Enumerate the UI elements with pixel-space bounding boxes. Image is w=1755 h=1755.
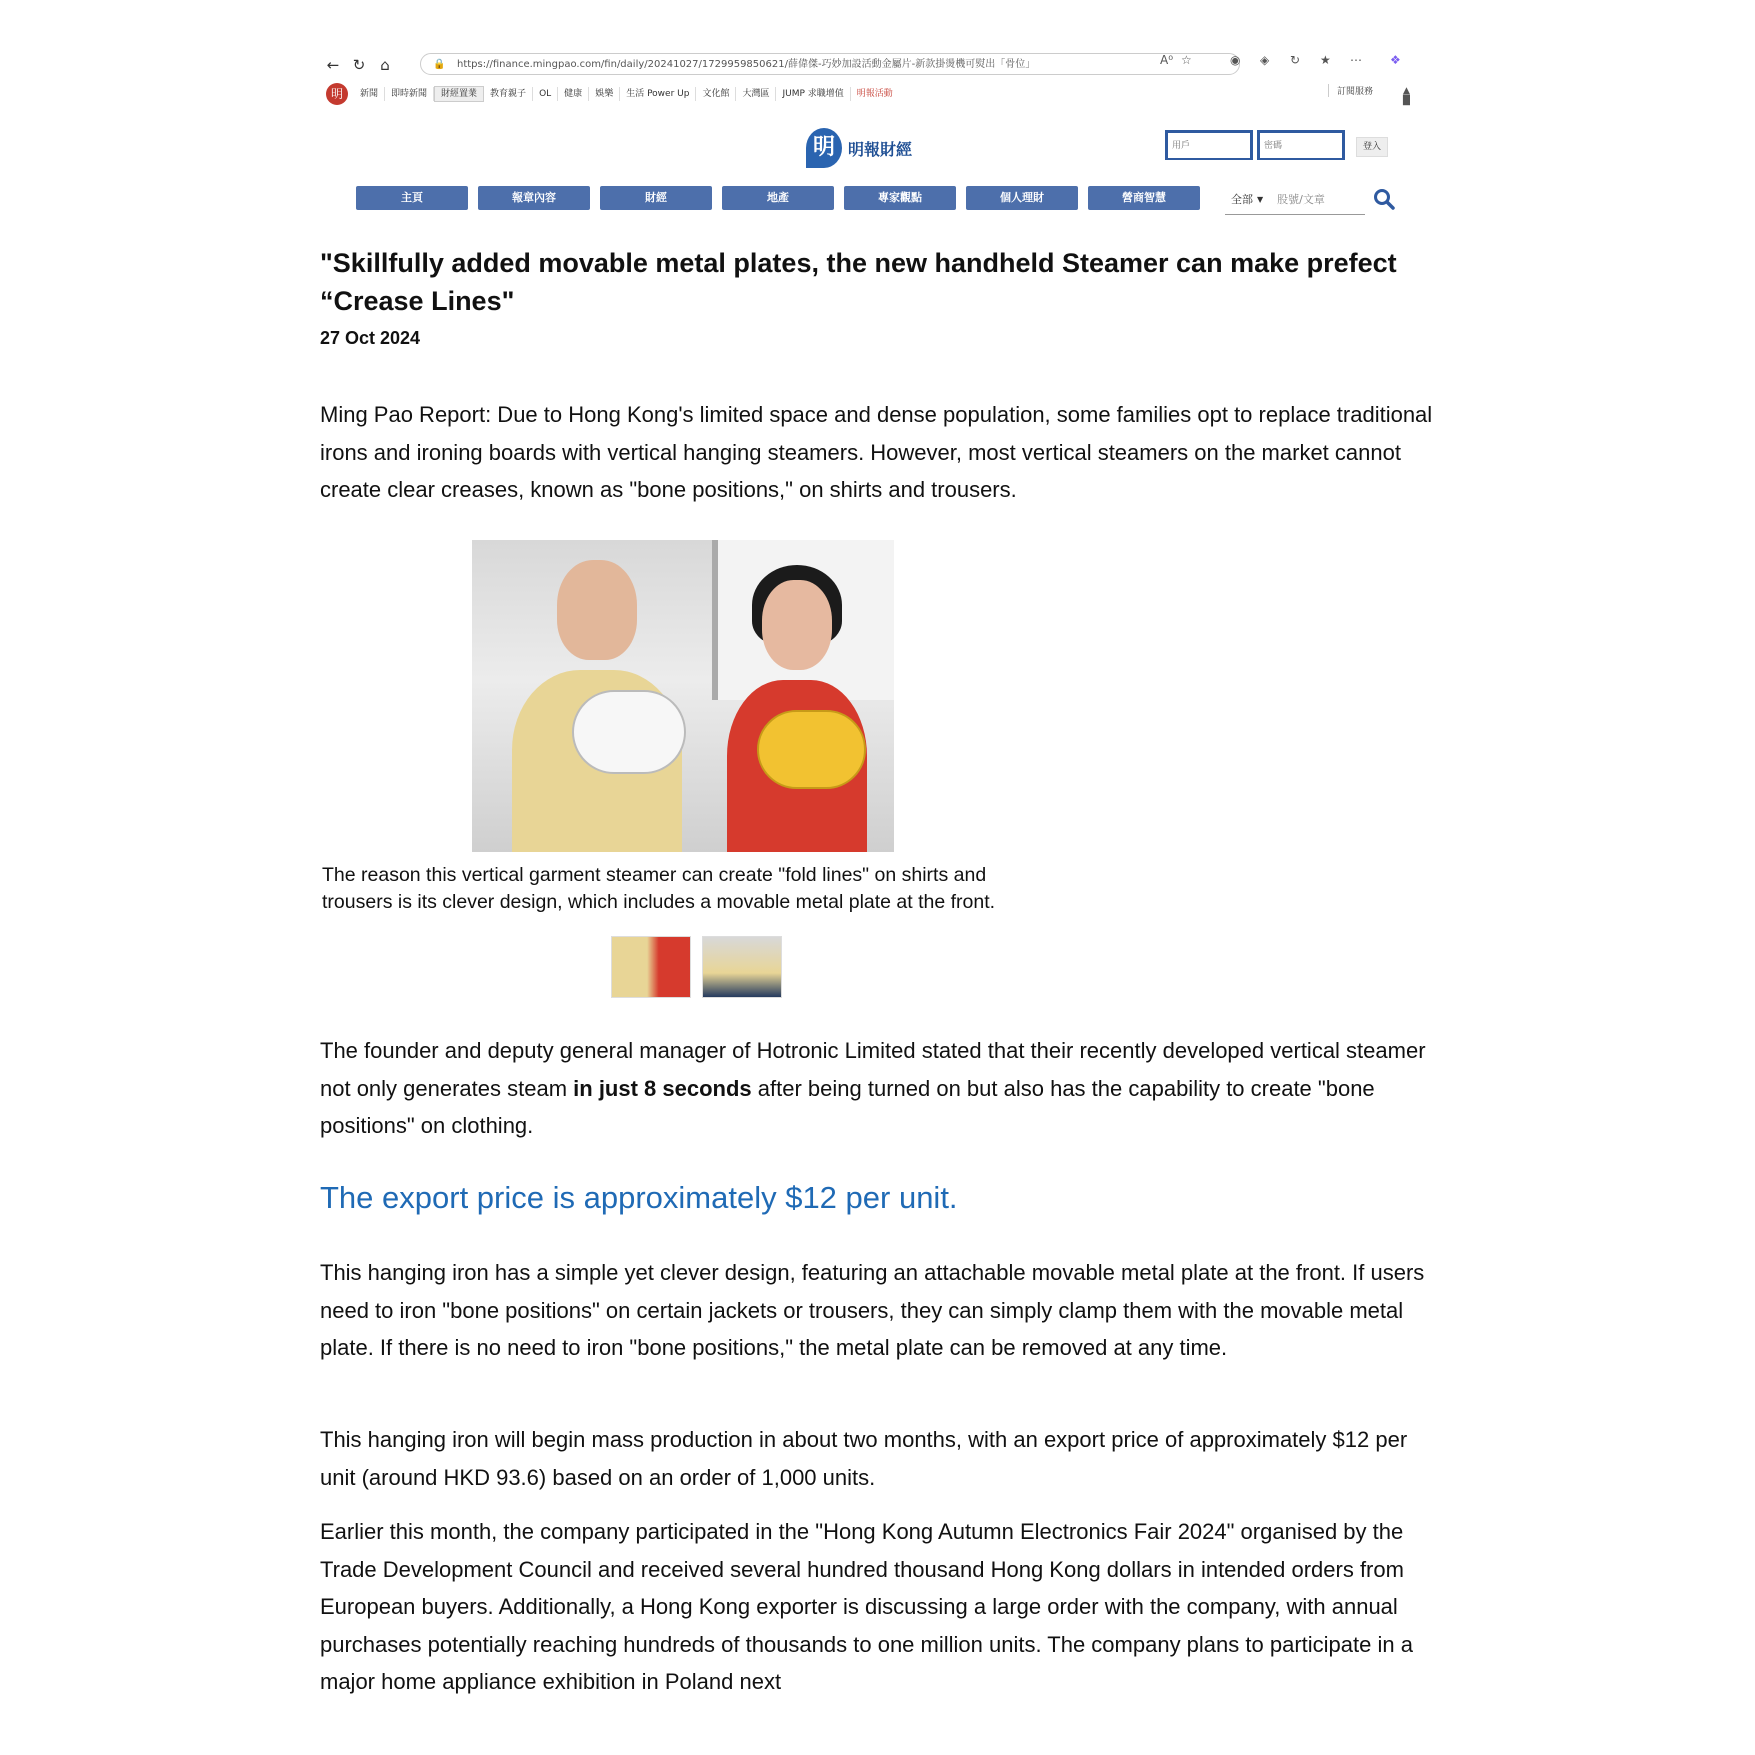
nav-finance[interactable]: 財經	[600, 186, 712, 210]
favorites-icon[interactable]: ★	[1320, 53, 1331, 67]
chevron-down-icon: ▼	[1257, 194, 1264, 204]
copilot-icon[interactable]: ❖	[1390, 53, 1401, 67]
search-scope-select[interactable]: 全部	[1231, 193, 1253, 206]
site-logo[interactable]	[806, 128, 912, 168]
photo-thumbnail-2[interactable]	[702, 936, 782, 998]
extension-icon-2[interactable]: ◈	[1260, 53, 1270, 67]
paragraph-production: This hanging iron will begin mass production in about two months, with an export price of approximately $12 per unit (around HKD 93.6) based on an order of 1,000 units.	[320, 1427, 1408, 1490]
tab-instant-news[interactable]: 即時新聞	[385, 87, 434, 101]
split-screen-icon[interactable]: ↻	[1290, 53, 1301, 67]
more-icon[interactable]: ⋯	[1350, 53, 1362, 67]
mingpao-logo-icon[interactable]: 明	[326, 83, 348, 105]
tab-health[interactable]: 健康	[558, 87, 589, 101]
section-heading: The export price is approximately $12 per unit.	[320, 1180, 958, 1215]
photo-caption: The reason this vertical garment steamer can create "fold lines" on shirts and trousers is its clever design, which includes a movable metal plate at the front.	[322, 864, 996, 913]
paragraph-design: This hanging iron has a simple yet clever design, featuring an attachable movable metal plate at the front. If users need to iron "bone positions" on certain jackets or trousers, they can simply clamp them with the movable metal plate. If there is no need to iron "bone positions," the metal plate can be removed at any time.	[320, 1260, 1425, 1361]
brand-name: 明報財經	[848, 139, 913, 159]
paragraph-fair: Earlier this month, the company participated in the "Hong Kong Autumn Electronics Fair 2024" organised by the Trade Development Council and received several hundred thousand Hong Kong dollars in intended orders from European buyers. Additionally, a Hong Kong exporter is discussing a large order with the company, with annual purchases potentially reaching hundreds of thousands to one million units. The company plans to participate in a major home appliance exhibition in Poland next	[320, 1519, 1413, 1695]
nav-expert[interactable]: 專家觀點	[844, 186, 956, 210]
tab-finance[interactable]: 財經置業	[434, 86, 484, 102]
back-icon[interactable]: ←	[326, 56, 340, 74]
subscribe-link[interactable]: 訂閱服務	[1328, 84, 1373, 97]
url-text: https://finance.mingpao.com/fin/daily/20241027/1729959850621/薛偉傑-巧妙加設活動金屬片-新款掛燙機可熨出「骨位」	[457, 59, 1036, 70]
username-input[interactable]	[1168, 134, 1250, 158]
site-section-tabs	[320, 82, 1415, 106]
tab-news[interactable]: 新聞	[354, 87, 385, 101]
nav-business[interactable]: 營商智慧	[1088, 186, 1200, 210]
tab-jump[interactable]: JUMP 求職增值	[776, 87, 850, 101]
paragraph-founder-part2: after being turned on but also has the capability to create "bone positions" on clothing.	[320, 1075, 1375, 1139]
password-input[interactable]	[1260, 134, 1342, 158]
url-actions	[1160, 53, 1192, 67]
favorite-star-icon[interactable]: ☆	[1181, 53, 1192, 67]
extension-icon[interactable]: ◉	[1230, 53, 1241, 67]
login-button[interactable]: 登入	[1356, 137, 1388, 157]
stock-search[interactable]	[1225, 184, 1365, 215]
article-title: "Skillfully added movable metal plates, the new handheld Steamer can make prefect “Crease Lines"	[320, 248, 1397, 316]
paragraph-intro: Ming Pao Report: Due to Hong Kong's limited space and dense population, some families opt to replace traditional irons and ironing boards with vertical hanging steamers. However, most vertical steamers on the market cannot create clear creases, known as "bone positions," on shirts and trousers.	[320, 402, 1433, 503]
tab-education[interactable]: 教育親子	[484, 87, 533, 101]
tab-entertainment[interactable]: 娛樂	[589, 87, 620, 101]
article-photo[interactable]	[472, 540, 894, 852]
home-icon[interactable]: ⌂	[380, 56, 390, 74]
article-date: 27 Oct 2024	[320, 328, 421, 348]
search-icon[interactable]	[1373, 188, 1395, 210]
tab-life[interactable]: 生活 Power Up	[620, 87, 696, 101]
scrollbar[interactable]: ▲ █	[1403, 86, 1410, 106]
tab-events[interactable]: 明報活動	[856, 89, 893, 99]
password-field[interactable]	[1257, 130, 1345, 160]
yellow-steamer	[757, 710, 866, 789]
nav-home[interactable]: 主頁	[356, 186, 468, 210]
tab-ol[interactable]: OL	[533, 87, 558, 101]
tab-greater-bay[interactable]: 大灣區	[736, 87, 776, 101]
white-steamer	[572, 690, 686, 774]
search-input[interactable]: 股號/文章	[1277, 193, 1325, 206]
browser-screenshot	[320, 50, 1415, 212]
highlight-8-seconds: in just 8 seconds	[573, 1075, 752, 1101]
refresh-icon[interactable]: ↻	[352, 56, 366, 74]
paragraph-founder-part1: The founder and deputy general manager of Hotronic Limited stated that their recently developed vertical steamer not only generates steam	[320, 1038, 1426, 1101]
url-field[interactable]	[420, 53, 1240, 75]
photo-thumbnail-1[interactable]	[611, 936, 691, 998]
nav-property[interactable]: 地產	[722, 186, 834, 210]
read-aloud-icon[interactable]: A⁰	[1160, 53, 1174, 67]
main-nav	[356, 186, 1200, 210]
paragraph-founder	[320, 1032, 1440, 1145]
nav-personal-finance[interactable]: 個人理財	[966, 186, 1078, 210]
lock-icon: 🔒	[433, 59, 446, 70]
brand-mark-icon: 明	[806, 128, 842, 168]
nav-newspaper[interactable]: 報章內容	[478, 186, 590, 210]
tab-culture[interactable]: 文化館	[696, 87, 736, 101]
username-field[interactable]	[1165, 130, 1253, 160]
address-bar-row	[320, 50, 1415, 80]
